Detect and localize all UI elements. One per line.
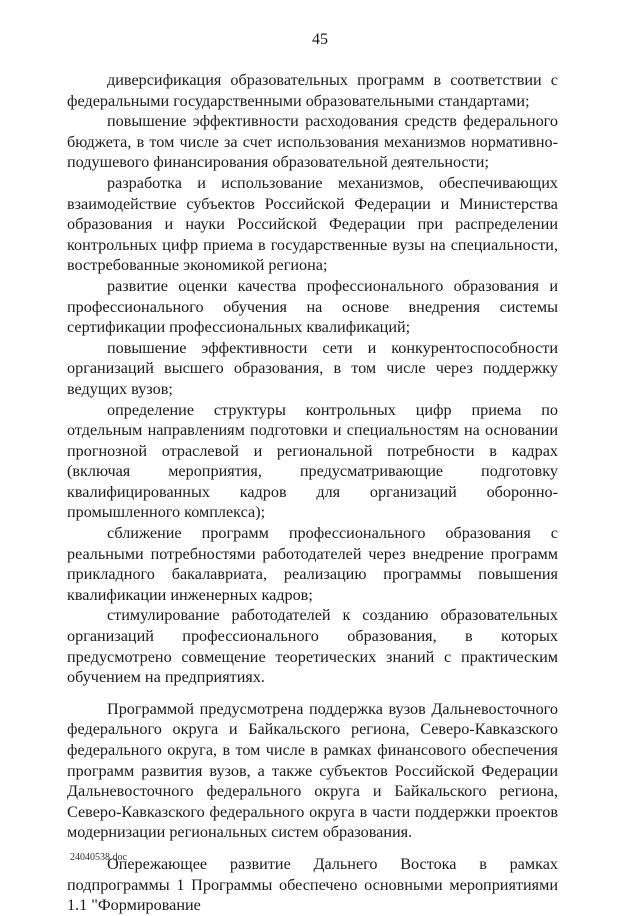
page-number: 45: [312, 31, 328, 48]
paragraph: Программой предусмотрена поддержка вузов Дальневосточного федерального округа и Байкальского региона, Северо-Кавказского федерального округа, в том числе в рамках финансового обеспечения программ развития вузов, а также субъектов Российской Федерации Дальневосточного федерального округа и Байкальского региона, Северо-Кавказского федерального округа в части поддержки проектов модернизации региональных систем образования.: [67, 699, 558, 842]
paragraph: развитие оценки качества профессионального образования и профессионального обучения на основе внедрения системы сертификации профессиональных квалификаций;: [67, 276, 558, 337]
paragraph: сближение программ профессионального образования с реальными потребностями работодателей через внедрение программ прикладного бакалавриата, реализацию программы повышения квалификации инженерных кадров;: [67, 524, 558, 604]
footer-code: 24040538.doc: [70, 852, 127, 863]
paragraph: определение структуры контрольных цифр приема по отдельным направлениям подготовки и специальностям на основании прогнозной отраслевой и региональной потребности в кадрах (включая мероприятия, предусматривающие подготовку квалифицированных кадров для организаций оборонно-промышленного комплекса);: [67, 400, 558, 522]
paragraph: повышение эффективности сети и конкурентоспособности организаций высшего образования, в том числе через поддержку ведущих вузов;: [67, 338, 558, 398]
paragraph: стимулирование работодателей к созданию образовательных организаций профессионального образования, в которых предусмотрено совмещение теоретических знаний с практическим обучением на предприятиях.: [67, 606, 558, 687]
paragraph: повышение эффективности расходования средств федерального бюджета, в том числе за счет использования механизмов нормативно-подушевого финансирования образовательной деятельности;: [67, 112, 558, 172]
body-text: [67, 70, 558, 916]
paragraph: разработка и использование механизмов, обеспечивающих взаимодействие субъектов Российской Федерации и Министерства образования и науки Российской Федерации при распределении контрольных цифр приема в государственные вузы на специальности, востребованные экономикой региона;: [67, 173, 558, 275]
paragraph: диверсификация образовательных программ в соответствии с федеральными государственными образовательными стандартами;: [67, 71, 558, 110]
paragraph: Опережающее развитие Дальнего Востока в рамках подпрограммы 1 Программы обеспечено основными мероприятиями 1.1 "Формирование: [67, 854, 558, 915]
